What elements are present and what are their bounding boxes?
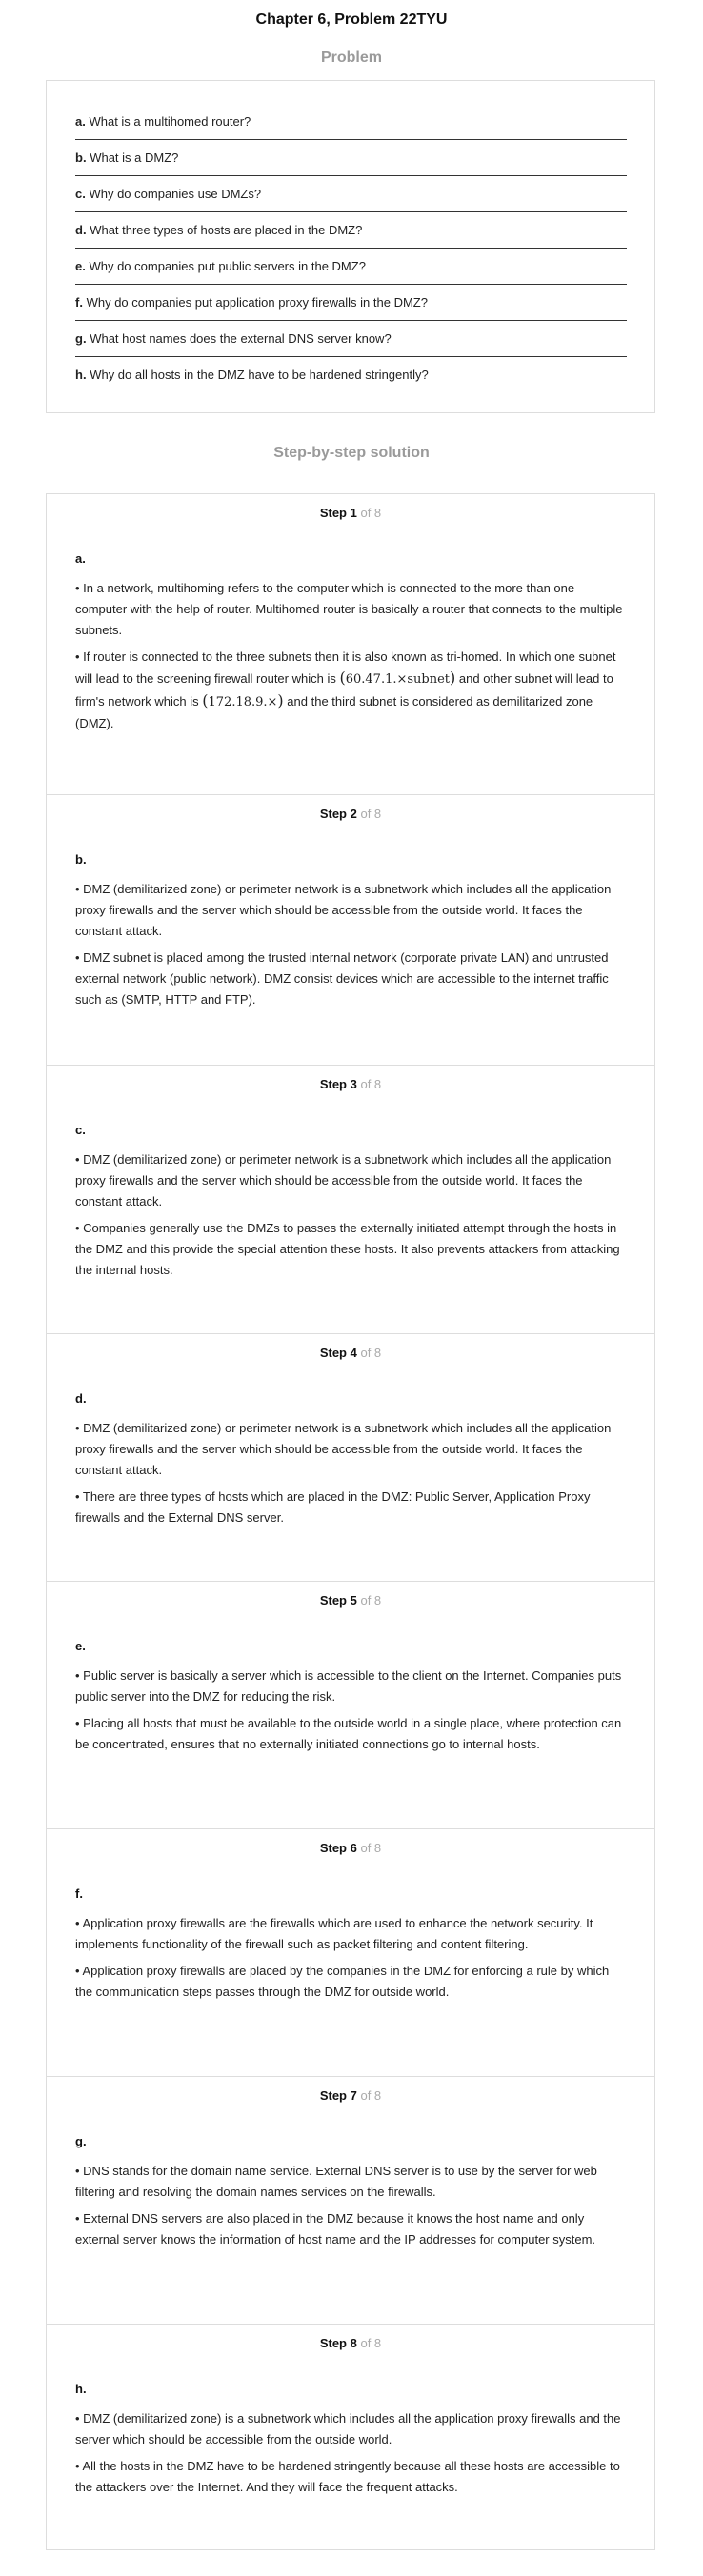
step-total: of 8 (360, 1077, 382, 1091)
step-1 (47, 494, 654, 795)
math-expression: (60.47.1.×subnet) (339, 669, 456, 687)
step-text: and the third subnet is considered as demilitarized zone (DMZ). (75, 694, 593, 730)
step-paragraph: • External DNS servers are also placed in the DMZ because it knows the host name and only external server knows the information of host name and the IP addresses for computer system. (75, 2211, 596, 2247)
math-value: 172.18.9.× (208, 695, 278, 709)
solution-box (46, 493, 655, 2550)
question-text: Why do companies use DMZs? (89, 187, 262, 201)
step-header (47, 807, 654, 821)
step-number: Step 8 (319, 2336, 357, 2350)
step-4 (47, 1334, 654, 1582)
question-item-h (75, 357, 627, 393)
question-item-f (75, 285, 627, 321)
question-letter: b. (75, 150, 87, 165)
problem-box (46, 80, 655, 413)
step-label: d. (75, 1391, 87, 1406)
step-label: a. (75, 551, 86, 566)
question-letter: f. (75, 295, 83, 310)
question-text: What is a DMZ? (90, 150, 179, 165)
step-total: of 8 (360, 1841, 382, 1855)
question-item-c (75, 176, 627, 212)
question-text: What is a multihomed router? (89, 114, 251, 129)
question-item-b (75, 140, 627, 176)
step-body (75, 1418, 627, 1534)
step-label: b. (75, 852, 87, 867)
step-header (47, 1077, 654, 1091)
step-6 (47, 1829, 654, 2077)
question-list (75, 104, 627, 393)
step-header (47, 1593, 654, 1608)
step-label: c. (75, 1123, 86, 1137)
question-item-g (75, 321, 627, 357)
step-paragraph: • DMZ subnet is placed among the trusted internal network (corporate private LAN) and untrusted external network (public network). DMZ consist devices which are accessible to the internet traffic such as (SMTP, HTTP and FTP). (75, 950, 609, 1007)
step-paragraph: • Application proxy firewalls are the firewalls which are used to enhance the network security. It implements functionality of the firewall such as packet filtering and content filtering. (75, 1916, 593, 1951)
step-paragraph: • Companies generally use the DMZs to passes the externally initiated attempt through the hosts in the DMZ and this provide the special attention these hosts. It also prevents attackers from attacking the internal hosts. (75, 1221, 620, 1277)
step-number: Step 1 (319, 506, 357, 520)
step-3 (47, 1066, 654, 1334)
problem-heading: Problem (320, 50, 382, 66)
question-letter: e. (75, 259, 86, 273)
question-text: What three types of hosts are placed in the DMZ? (90, 223, 363, 237)
step-label: f. (75, 1887, 83, 1901)
step-text: and other subnet will lead to firm's network which is (75, 671, 613, 709)
step-paragraph: • DMZ (demilitarized zone) or perimeter network is a subnetwork which includes all the application proxy firewalls and the server which should be accessible from the outside world. It faces the constant attack. (75, 882, 612, 938)
question-letter: d. (75, 223, 87, 237)
step-number: Step 3 (319, 1077, 357, 1091)
question-letter: h. (75, 368, 87, 382)
step-total: of 8 (360, 2336, 382, 2350)
step-2 (47, 795, 654, 1066)
step-paragraph: • DMZ (demilitarized zone) or perimeter network is a subnetwork which includes all the application proxy firewalls and the server which should be accessible from the outside world. It faces the constant attack. (75, 1421, 612, 1477)
step-body (75, 2161, 627, 2256)
step-number: Step 4 (319, 1346, 357, 1360)
step-total: of 8 (360, 1346, 382, 1360)
step-paragraph: • DMZ (demilitarized zone) is a subnetwork which includes all the application proxy firewalls and the server which should be accessible from the outside world. (75, 2411, 621, 2446)
step-7 (47, 2077, 654, 2325)
step-5 (47, 1582, 654, 1829)
step-total: of 8 (360, 2088, 382, 2103)
step-header (47, 2336, 654, 2350)
question-letter: c. (75, 187, 86, 201)
step-total: of 8 (360, 807, 382, 821)
step-body (75, 2408, 627, 2504)
step-number: Step 7 (319, 2088, 357, 2103)
step-header (47, 2088, 654, 2103)
step-paragraph: • DMZ (demilitarized zone) or perimeter network is a subnetwork which includes all the application proxy firewalls and the server which should be accessible from the outside world. It faces the constant attack. (75, 1152, 612, 1208)
step-body (75, 879, 627, 1016)
step-label: g. (75, 2134, 87, 2148)
question-letter: g. (75, 331, 87, 346)
question-text: What host names does the external DNS server know? (90, 331, 392, 346)
step-paragraph: • All the hosts in the DMZ have to be hardened stringently because all these hosts are accessible to the attackers over the Internet. And they will face the frequent attacks. (75, 2459, 620, 2494)
question-text: Why do companies put application proxy firewalls in the DMZ? (86, 295, 428, 310)
step-8 (47, 2325, 654, 2549)
step-paragraph: • In a network, multihoming refers to the computer which is connected to the more than one computer with the help of router. Multihomed router is basically a router that connects to the multiple subnets. (75, 581, 623, 637)
step-body (75, 1913, 627, 2008)
question-letter: a. (75, 114, 86, 129)
step-total: of 8 (360, 1593, 382, 1608)
math-expression: (172.18.9.×) (202, 691, 284, 709)
step-label: h. (75, 2382, 87, 2396)
step-text: • If router is connected to the three subnets then it is also known as tri-homed. In which one subnet will lead to the screening firewall router which is (75, 649, 616, 686)
step-paragraph: • Placing all hosts that must be available to the outside world in a single place, where protection can be concentrated, ensures that no externally initiated connections go to internal hosts. (75, 1716, 622, 1751)
question-text: Why do companies put public servers in the DMZ? (89, 259, 366, 273)
math-value: 60.47.1.×subnet (345, 672, 451, 687)
step-paragraph: • DNS stands for the domain name service. External DNS server is to use by the server for web filtering and resolving the domain names services on the firewalls. (75, 2164, 597, 2199)
page-title: Chapter 6, Problem 22TYU (255, 11, 448, 28)
step-paragraph: • There are three types of hosts which are placed in the DMZ: Public Server, Application Proxy firewalls and the External DNS server. (75, 1489, 591, 1525)
step-number: Step 2 (319, 807, 357, 821)
question-text: Why do all hosts in the DMZ have to be hardened stringently? (90, 368, 429, 382)
step-header (47, 1841, 654, 1855)
step-label: e. (75, 1639, 86, 1653)
step-total: of 8 (360, 506, 382, 520)
step-number: Step 5 (319, 1593, 357, 1608)
step-header (47, 506, 654, 520)
step-body (75, 1149, 627, 1287)
question-item-a (75, 104, 627, 140)
step-body (75, 1666, 627, 1761)
solution-heading: Step-by-step solution (273, 445, 430, 461)
question-item-e (75, 249, 627, 285)
step-header (47, 1346, 654, 1360)
step-paragraph (75, 647, 627, 734)
step-paragraph: • Application proxy firewalls are placed by the companies in the DMZ for enforcing a rule by which the communication steps passes through the DMZ for outside world. (75, 1964, 610, 1999)
step-number: Step 6 (319, 1841, 357, 1855)
question-item-d (75, 212, 627, 249)
step-paragraph: • Public server is basically a server which is accessible to the client on the Internet. Companies puts public server into the DMZ for reducing the risk. (75, 1668, 622, 1704)
step-body (75, 578, 627, 740)
